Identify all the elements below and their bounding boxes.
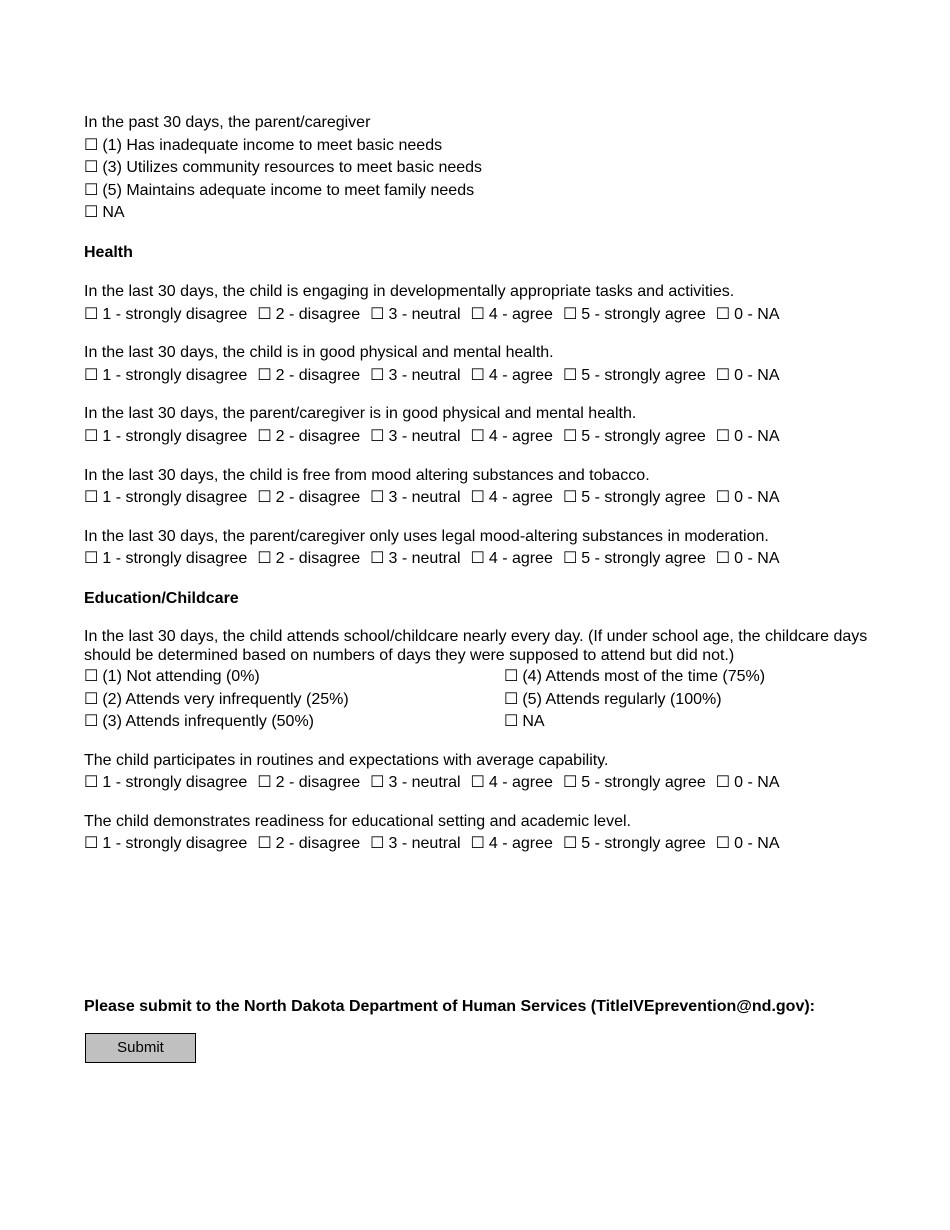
checkbox[interactable]: ☐ — [84, 713, 99, 731]
checkbox[interactable]: ☐ — [562, 774, 578, 792]
checkbox[interactable]: ☐ — [257, 489, 272, 507]
likert-option[interactable] — [716, 774, 780, 791]
income-option[interactable] — [84, 180, 874, 203]
likert-scale — [84, 426, 874, 449]
attendance-option[interactable] — [84, 711, 504, 734]
likert-label: 4 - agree — [488, 489, 553, 507]
likert-option[interactable] — [257, 489, 360, 506]
option-label: (2) Attends very infrequently (25%) — [102, 690, 349, 708]
likert-label: 2 - disagree — [275, 550, 361, 568]
option-label: NA — [522, 713, 545, 731]
likert-option[interactable] — [563, 835, 706, 852]
submit-button[interactable]: Submit — [85, 1033, 196, 1063]
likert-option[interactable] — [370, 835, 460, 852]
likert-label: 3 - neutral — [388, 489, 461, 507]
likert-scale — [84, 304, 874, 327]
attendance-options — [84, 666, 874, 734]
likert-option[interactable] — [84, 774, 247, 791]
attendance-option[interactable] — [504, 689, 874, 712]
likert-label: 3 - neutral — [388, 305, 461, 323]
likert-option[interactable] — [257, 428, 360, 445]
likert-option[interactable] — [716, 306, 780, 323]
likert-label: 1 - strongly disagree — [102, 366, 248, 384]
likert-option[interactable] — [257, 367, 360, 384]
section-heading-education: Education/Childcare — [84, 589, 239, 607]
likert-label: 3 - neutral — [388, 550, 461, 568]
likert-label: 4 - agree — [488, 305, 553, 323]
checkbox[interactable]: ☐ — [470, 835, 485, 853]
likert-label: 4 - agree — [488, 550, 553, 568]
likert-label: 2 - disagree — [275, 489, 361, 507]
attendance-prompt: In the last 30 days, the child attends school/childcare nearly every day. (If under school age, the childcare days should be determined based on numbers of days they were supposed to attend but did not.) — [84, 627, 868, 665]
checkbox[interactable]: ☐ — [715, 305, 731, 323]
likert-option[interactable] — [716, 489, 780, 506]
likert-option[interactable] — [257, 835, 360, 852]
checkbox[interactable]: ☐ — [562, 427, 578, 445]
likert-option[interactable] — [471, 367, 553, 384]
likert-option[interactable] — [563, 774, 706, 791]
likert-label: 5 - strongly agree — [581, 550, 706, 568]
checkbox[interactable]: ☐ — [504, 690, 519, 708]
checkbox[interactable]: ☐ — [370, 427, 385, 445]
likert-option[interactable] — [370, 306, 460, 323]
likert-label: 3 - neutral — [388, 774, 461, 792]
option-label: (3) Utilizes community resources to meet basic needs — [102, 159, 483, 177]
likert-option[interactable] — [563, 550, 706, 567]
checkbox[interactable]: ☐ — [84, 774, 99, 792]
income-option[interactable] — [84, 157, 874, 180]
checkbox[interactable]: ☐ — [257, 550, 272, 568]
question-text: The child demonstrates readiness for educational setting and academic level. — [84, 812, 631, 830]
likert-label: 3 - neutral — [388, 835, 461, 853]
likert-option[interactable] — [84, 306, 247, 323]
checkbox[interactable]: ☐ — [84, 159, 99, 177]
checkbox[interactable]: ☐ — [84, 136, 99, 154]
question-block — [84, 342, 874, 387]
form-page — [84, 112, 874, 856]
likert-label: 1 - strongly disagree — [102, 774, 248, 792]
checkbox[interactable]: ☐ — [470, 550, 485, 568]
likert-label: 0 - NA — [734, 305, 780, 323]
likert-option[interactable] — [84, 428, 247, 445]
likert-option[interactable] — [257, 306, 360, 323]
checkbox[interactable]: ☐ — [562, 489, 578, 507]
option-label: NA — [102, 204, 125, 222]
likert-label: 5 - strongly agree — [581, 366, 706, 384]
likert-option[interactable] — [716, 367, 780, 384]
question-text: In the last 30 days, the child is engaging in developmentally appropriate tasks and activities. — [84, 282, 735, 300]
question-block — [84, 465, 874, 510]
likert-label: 2 - disagree — [275, 774, 361, 792]
likert-label: 4 - agree — [488, 835, 553, 853]
likert-scale — [84, 772, 874, 795]
checkbox[interactable]: ☐ — [470, 427, 485, 445]
question-text: In the last 30 days, the child is free from mood altering substances and tobacco. — [84, 466, 650, 484]
likert-scale — [84, 833, 874, 856]
likert-scale — [84, 548, 874, 571]
attendance-option[interactable] — [84, 666, 504, 689]
attendance-column-right — [504, 666, 874, 734]
likert-label: 2 - disagree — [275, 366, 361, 384]
checkbox[interactable]: ☐ — [504, 667, 519, 685]
checkbox[interactable]: ☐ — [470, 774, 485, 792]
attendance-option[interactable] — [504, 711, 874, 734]
option-label: (3) Attends infrequently (50%) — [102, 713, 315, 731]
income-option[interactable] — [84, 135, 874, 158]
option-label: (5) Maintains adequate income to meet family needs — [102, 181, 475, 199]
likert-label: 5 - strongly agree — [581, 489, 706, 507]
checkbox[interactable]: ☐ — [370, 550, 385, 568]
checkbox[interactable]: ☐ — [562, 835, 578, 853]
checkbox[interactable]: ☐ — [562, 366, 578, 384]
checkbox[interactable]: ☐ — [84, 835, 99, 853]
likert-label: 2 - disagree — [275, 305, 361, 323]
likert-option[interactable] — [257, 550, 360, 567]
checkbox[interactable]: ☐ — [84, 305, 99, 323]
likert-option[interactable] — [716, 835, 780, 852]
likert-label: 4 - agree — [488, 366, 553, 384]
checkbox[interactable]: ☐ — [84, 667, 99, 685]
checkbox[interactable]: ☐ — [257, 835, 272, 853]
likert-label: 2 - disagree — [275, 427, 361, 445]
likert-label: 5 - strongly agree — [581, 305, 706, 323]
attendance-option[interactable] — [84, 689, 504, 712]
likert-label: 5 - strongly agree — [581, 774, 706, 792]
question-text: In the last 30 days, the parent/caregiver is in good physical and mental health. — [84, 405, 637, 423]
checkbox[interactable]: ☐ — [257, 427, 272, 445]
checkbox[interactable]: ☐ — [715, 366, 731, 384]
checkbox[interactable]: ☐ — [257, 305, 272, 323]
question-block — [84, 750, 874, 795]
income-prompt: In the past 30 days, the parent/caregiver — [84, 114, 371, 131]
checkbox[interactable]: ☐ — [370, 835, 385, 853]
likert-option[interactable] — [471, 835, 553, 852]
checkbox[interactable]: ☐ — [715, 835, 731, 853]
likert-option[interactable] — [370, 489, 460, 506]
likert-option[interactable] — [370, 428, 460, 445]
likert-label: 1 - strongly disagree — [102, 305, 248, 323]
question-block — [84, 811, 874, 856]
likert-option[interactable] — [563, 367, 706, 384]
option-label: (5) Attends regularly (100%) — [522, 690, 722, 708]
question-text: In the last 30 days, the child is in good physical and mental health. — [84, 344, 554, 362]
likert-label: 1 - strongly disagree — [102, 427, 248, 445]
likert-scale — [84, 365, 874, 388]
likert-label: 5 - strongly agree — [581, 427, 706, 445]
checkbox[interactable]: ☐ — [84, 366, 99, 384]
likert-label: 1 - strongly disagree — [102, 489, 248, 507]
checkbox[interactable]: ☐ — [562, 550, 578, 568]
likert-label: 0 - NA — [734, 489, 780, 507]
likert-option[interactable] — [563, 306, 706, 323]
likert-label: 1 - strongly disagree — [102, 550, 248, 568]
checkbox[interactable]: ☐ — [715, 489, 731, 507]
checkbox[interactable]: ☐ — [715, 550, 731, 568]
income-option[interactable] — [84, 202, 874, 225]
checkbox[interactable]: ☐ — [470, 305, 485, 323]
likert-label: 0 - NA — [734, 550, 780, 568]
likert-label: 2 - disagree — [275, 835, 361, 853]
question-text: In the last 30 days, the parent/caregiver only uses legal mood-altering substances in moderation. — [84, 527, 769, 545]
checkbox[interactable]: ☐ — [715, 774, 731, 792]
checkbox[interactable]: ☐ — [84, 489, 99, 507]
question-block — [84, 526, 874, 571]
likert-option[interactable] — [471, 489, 553, 506]
checkbox[interactable]: ☐ — [370, 774, 385, 792]
likert-option[interactable] — [84, 489, 247, 506]
checkbox[interactable]: ☐ — [470, 366, 485, 384]
option-label: (1) Not attending (0%) — [102, 667, 260, 685]
checkbox[interactable]: ☐ — [504, 713, 519, 731]
option-label: (1) Has inadequate income to meet basic needs — [102, 136, 443, 154]
checkbox[interactable]: ☐ — [84, 181, 99, 199]
checkbox[interactable]: ☐ — [84, 550, 99, 568]
likert-label: 0 - NA — [734, 835, 780, 853]
likert-label: 0 - NA — [734, 366, 780, 384]
likert-option[interactable] — [370, 774, 460, 791]
checkbox[interactable]: ☐ — [715, 427, 731, 445]
checkbox[interactable]: ☐ — [257, 774, 272, 792]
checkbox[interactable]: ☐ — [562, 305, 578, 323]
likert-label: 1 - strongly disagree — [102, 835, 248, 853]
likert-label: 4 - agree — [488, 774, 553, 792]
question-block — [84, 281, 874, 326]
checkbox[interactable]: ☐ — [84, 204, 99, 222]
likert-option[interactable] — [716, 428, 780, 445]
attendance-column-left — [84, 666, 504, 734]
checkbox[interactable]: ☐ — [370, 366, 385, 384]
checkbox[interactable]: ☐ — [84, 690, 99, 708]
likert-option[interactable] — [471, 306, 553, 323]
likert-option[interactable] — [370, 367, 460, 384]
question-text: The child participates in routines and expectations with average capability. — [84, 751, 609, 769]
likert-option[interactable] — [370, 550, 460, 567]
likert-option[interactable] — [471, 774, 553, 791]
likert-label: 3 - neutral — [388, 427, 461, 445]
likert-option[interactable] — [471, 550, 553, 567]
likert-option[interactable] — [257, 774, 360, 791]
likert-option[interactable] — [84, 835, 247, 852]
likert-label: 5 - strongly agree — [581, 835, 706, 853]
checkbox[interactable]: ☐ — [370, 489, 385, 507]
section-heading-health: Health — [84, 243, 133, 261]
checkbox[interactable]: ☐ — [84, 427, 99, 445]
submit-instructions: Please submit to the North Dakota Department of Human Services (TitleIVEprevention@nd.gov): — [84, 998, 815, 1015]
likert-option[interactable] — [563, 428, 706, 445]
likert-option[interactable] — [563, 489, 706, 506]
question-block — [84, 403, 874, 448]
likert-option[interactable] — [471, 428, 553, 445]
likert-option[interactable] — [84, 550, 247, 567]
likert-option[interactable] — [84, 367, 247, 384]
likert-scale — [84, 487, 874, 510]
likert-label: 0 - NA — [734, 427, 780, 445]
checkbox[interactable]: ☐ — [257, 366, 272, 384]
likert-label: 3 - neutral — [388, 366, 461, 384]
checkbox[interactable]: ☐ — [370, 305, 385, 323]
option-label: (4) Attends most of the time (75%) — [522, 667, 766, 685]
likert-label: 0 - NA — [734, 774, 780, 792]
likert-option[interactable] — [716, 550, 780, 567]
likert-label: 4 - agree — [488, 427, 553, 445]
attendance-option[interactable] — [504, 666, 874, 689]
checkbox[interactable]: ☐ — [470, 489, 485, 507]
